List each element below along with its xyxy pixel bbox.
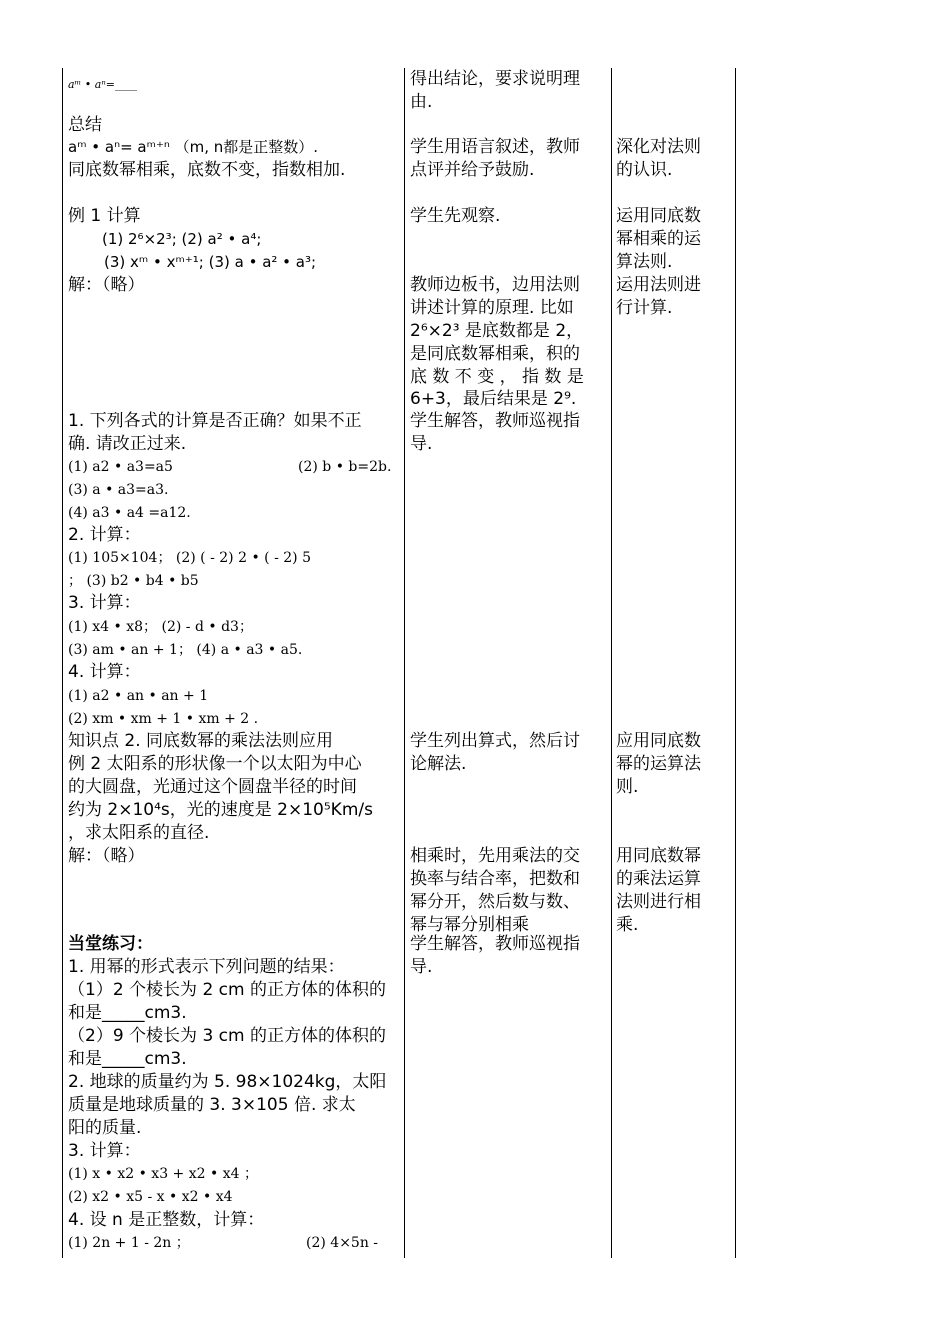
example-2-line-4: ，求太阳系的直径.: [68, 823, 210, 843]
practice-1-item-1-line-1: （1）2 个棱长为 2 cm 的正方体的体积的: [68, 980, 386, 1000]
intent-d-line-3: 法则进行相: [616, 892, 701, 912]
table-border-right: [735, 68, 736, 1258]
exercise-2-line-1: (1) 105×104； (2) ( - 2) 2 • ( - 2) 5: [68, 550, 311, 566]
activity-b-line-1: 学生用语言叙述，教师: [410, 137, 580, 157]
intent-a-line-2: 的认识.: [616, 160, 673, 180]
exercise-1-line-2: 确. 请改正过来.: [68, 434, 187, 454]
example-1-title: 例 1 计算: [68, 206, 141, 226]
practice-1-title: 1. 用幂的形式表示下列问题的结果：: [68, 957, 345, 977]
intent-c-line-1: 应用同底数: [616, 731, 701, 751]
intent-b-line-2: 幂相乘的运: [616, 229, 701, 249]
knowledge-point-2: 知识点 2. 同底数幂的乘法法则应用: [68, 731, 334, 751]
activity-d-line-5: 底 数 不 变 ， 指 数 是: [410, 367, 584, 387]
intent-b-line-5: 行计算.: [616, 298, 673, 318]
exercise-2-line-2: ； (3) b2 • b4 • b5: [68, 573, 199, 589]
activity-d-line-7: 学生解答，教师巡视指: [410, 411, 580, 431]
practice-1-item-1-line-2: 和是_____cm3.: [68, 1003, 187, 1023]
activity-a-line-2: 由.: [410, 92, 433, 112]
practice-2-line-3: 阳的质量.: [68, 1118, 142, 1138]
practice-3-item-2: (2) x2 • x5 - x • x2 • x4: [68, 1189, 233, 1205]
exercise-1-item-2: (2) b • b=2b.: [298, 459, 392, 475]
formula-blank: aᵐ • aⁿ=____: [68, 78, 138, 91]
practice-3-item-1: (1) x • x2 • x3 + x2 • x4 ；: [68, 1166, 258, 1182]
practice-1-item-2-line-2: 和是_____cm3.: [68, 1049, 187, 1069]
activity-f-line-3: 幂分开，然后数与数、: [410, 892, 580, 912]
activity-a-line-1: 得出结论，要求说明理: [410, 69, 580, 89]
activity-d-line-1: 教师边板书，边用法则: [410, 275, 580, 295]
example-1-row-2: (3) xᵐ • xᵐ⁺¹; (3) a • a² • a³;: [104, 253, 317, 271]
intent-b-line-4: 运用法则进: [616, 275, 701, 295]
exercise-3-line-2: (3) am • an + 1； (4) a • a3 • a5.: [68, 642, 303, 658]
summary-heading: 总结: [68, 115, 102, 135]
activity-d-line-6: 6+3，最后结果是 2⁹.: [410, 389, 577, 409]
activity-f-line-6: 导.: [410, 957, 433, 977]
activity-e-line-1: 学生列出算式，然后讨: [410, 731, 580, 751]
example-1-row-1: (1) 2⁶×2³; (2) a² • a⁴;: [102, 230, 262, 248]
exercise-4-line-1: (1) a2 • an • an + 1: [68, 688, 209, 704]
activity-b-line-2: 点评并给予鼓励.: [410, 160, 535, 180]
intent-c-line-3: 则.: [616, 777, 639, 797]
practice-heading: 当堂练习：: [68, 934, 153, 954]
summary-formula: aᵐ • aⁿ= aᵐ⁺ⁿ （m, n都是正整数）.: [68, 138, 319, 156]
intent-d-line-4: 乘.: [616, 915, 639, 935]
exercise-4-line-2: (2) xm • xm + 1 • xm + 2 .: [68, 711, 259, 727]
intent-c-line-2: 幂的运算法: [616, 754, 701, 774]
example-1-solution: 解：（略）: [68, 275, 145, 295]
example-2-line-3: 约为 2×10⁴s，光的速度是 2×10⁵Km/s: [68, 800, 373, 820]
exercise-1-item-4: (4) a3 • a4 =a12.: [68, 505, 191, 521]
practice-4-title: 4. 设 n 是正整数，计算：: [68, 1210, 265, 1230]
summary-rule: 同底数幂相乘，底数不变，指数相加.: [68, 160, 346, 180]
practice-4-item-1: (1) 2n + 1 - 2n ；: [68, 1235, 190, 1251]
practice-2-line-1: 2. 地球的质量约为 5. 98×1024kg，太阳: [68, 1072, 387, 1092]
activity-e-line-2: 论解法.: [410, 754, 467, 774]
exercise-1-item-3: (3) a • a3=a3.: [68, 482, 169, 498]
activity-f-line-1: 相乘时，先用乘法的交: [410, 846, 580, 866]
activity-d-line-2: 讲述计算的原理. 比如: [410, 298, 574, 318]
example-2-line-2: 的大圆盘，光通过这个圆盘半径的时间: [68, 777, 357, 797]
table-divider-2: [611, 68, 612, 1258]
example-2-line-1: 例 2 太阳系的形状像一个以太阳为中心: [68, 754, 362, 774]
activity-f-line-5: 学生解答，教师巡视指: [410, 934, 580, 954]
exercise-2-title: 2. 计算：: [68, 525, 141, 545]
practice-3-title: 3. 计算：: [68, 1141, 141, 1161]
practice-2-line-2: 质量是地球质量的 3. 3×105 倍. 求太: [68, 1095, 356, 1115]
exercise-4-title: 4. 计算：: [68, 662, 141, 682]
activity-f-line-2: 换率与结合率，把数和: [410, 869, 580, 889]
activity-d-line-4: 是同底数幂相乘，积的: [410, 344, 580, 364]
practice-1-item-2-line-1: （2）9 个棱长为 3 cm 的正方体的体积的: [68, 1026, 386, 1046]
table-border-left: [62, 68, 63, 1258]
exercise-1-item-1: (1) a2 • a3=a5: [68, 459, 173, 475]
intent-a-line-1: 深化对法则: [616, 137, 701, 157]
intent-b-line-3: 算法则.: [616, 252, 673, 272]
intent-b-line-1: 运用同底数: [616, 206, 701, 226]
exercise-3-title: 3. 计算：: [68, 593, 141, 613]
activity-c-line-1: 学生先观察.: [410, 206, 501, 226]
activity-d-line-8: 导.: [410, 434, 433, 454]
activity-d-line-3: 2⁶×2³ 是底数都是 2，: [410, 321, 584, 341]
intent-d-line-2: 的乘法运算: [616, 869, 701, 889]
exercise-1-line-1: 1. 下列各式的计算是否正确？如果不正: [68, 411, 362, 431]
practice-4-item-2: (2) 4×5n -: [306, 1235, 379, 1251]
activity-f-line-4: 幂与幂分别相乘: [410, 915, 529, 935]
table-divider-1: [404, 68, 405, 1258]
example-2-solution: 解：（略）: [68, 846, 145, 866]
intent-d-line-1: 用同底数幂: [616, 846, 701, 866]
exercise-3-line-1: (1) x4 • x8； (2) - d • d3；: [68, 619, 253, 635]
